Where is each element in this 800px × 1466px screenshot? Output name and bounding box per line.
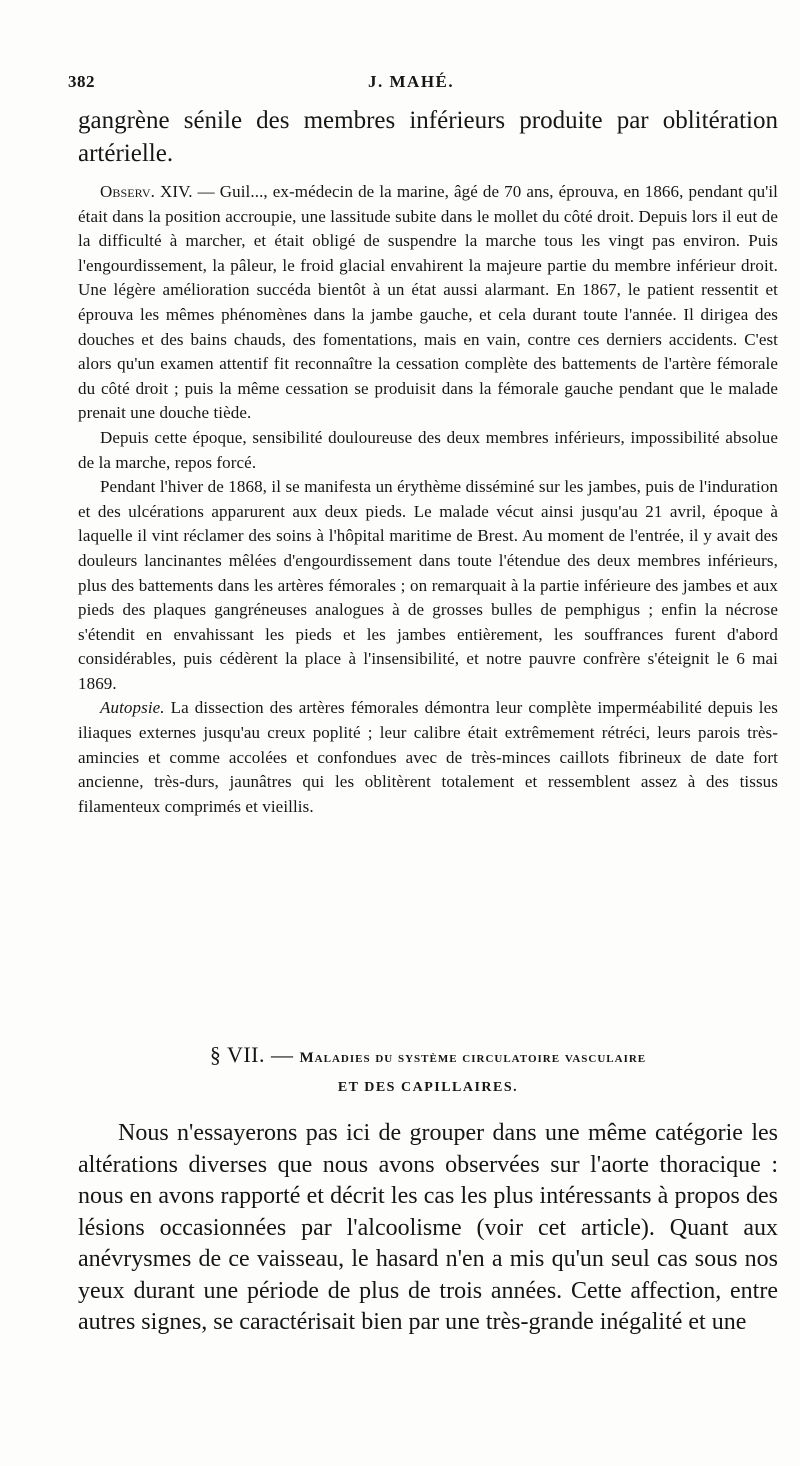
section-number: § VII. <box>209 1042 266 1067</box>
section-title-part-2: ET DES CAPILLAIRES. <box>337 1080 519 1095</box>
observation-paragraph-2: Depuis cette époque, sensibilité douloureuse des deux membres inférieurs, impossibilité absolue de la marche, repos forcé. <box>78 427 778 472</box>
section-title-part-1: Maladies du système circulatoire vasculaire <box>299 1050 647 1066</box>
page-header <box>68 72 780 96</box>
observation-text: — Guil..., ex-médecin de la marine, âgé de 70 ans, éprouva, en 1866, pendant qu'il était dans la position accroupie, une lassitude subite dans le mollet du côté droit. Depuis lors il eut de la difficulté à marcher, et était obligé de suspendre la marche tous les vingt pas environ. Puis l'engourdissement, la pâleur, le froid glacial envahirent la majeure partie du membre inférieur droit. Une légère amélioration succéda bientôt à un état aussi alarmant. En 1867, le patient ressentit et éprouva les mêmes phénomènes dans la jambe gauche, et cela durant toute l'année. Il dirigea des douches et des bains chauds, des fomentations, mais en vain, contre ces derniers accidents. C'est alors qu'un examen attentif fit reconnaître la cessation complète des battements de l'artère fémorale du côté droit ; puis la même cessation se produisit dans la fémorale gauche pendant que le malade prenait une douche tiède. <box>78 182 779 423</box>
autopsy-paragraph <box>78 696 778 819</box>
observation-paragraph <box>78 180 778 426</box>
body-text <box>78 104 778 819</box>
closing-paragraph: Nous n'essayerons pas ici de grouper dans une même catégorie les altérations diverses que nous avons observées sur l'aorte thoracique : nous en avons rapporté et décrit les cas les plus intéressants à propos des lésions occasionnées par l'alcoolisme (voir cet article). Quant aux anévrysmes de ce vaisseau, le hasard n'en a mis qu'un seul cas sous nos yeux durant une période de plus de trois années. Cette affection, entre autres signes, se caractérisait bien par une très-grande inégalité et une <box>78 1120 778 1335</box>
observation-paragraph-3: Pendant l'hiver de 1868, il se manifesta un érythème disséminé sur les jambes, puis de l'induration et des ulcérations apparurent aux deux pieds. Le malade vécut ainsi jusqu'au 21 avril, époque à laquelle il vint réclamer des soins à l'hôpital maritime de Brest. Au moment de l'entrée, il y avait des douleurs lancinantes mêlées d'engourdissement dans toute l'étendue des deux membres inférieurs, plus des battements dans les artères fémorales ; on remarquait à la partie inférieure des jambes et aux pieds des plaques gangréneuses analogues à de grosses bulles de pemphigus ; enfin la nécrose s'étendit en envahissant les pieds et les jambes entièrement, les souffrances furent d'abord considérables, puis cédèrent la place à l'insensibilité, et notre pauvre confrère s'éteignit le 6 mai 1869. <box>78 477 778 693</box>
section-dash: — <box>271 1042 294 1067</box>
section-heading-line-2 <box>78 1077 778 1099</box>
lead-paragraph: gangrène sénile des membres inférieurs produite par oblitération artérielle. <box>78 107 778 167</box>
section-heading <box>78 1040 778 1099</box>
autopsy-label: Autopsie. <box>100 698 165 718</box>
observation-label: Observ. XIV. <box>100 182 193 201</box>
page-number: 382 <box>68 72 95 91</box>
autopsy-text: La dissection des artères fémorales démontra leur complète imperméabilité depuis les iliaques externes jusqu'au creux poplité ; leur calibre était extrêmement rétréci, leurs parois très-amincies et comme accolées et confondues avec de très-minces caillots fibrineux de date fort ancienne, très-durs, jaunâtres qui les oblitèrent totalement et ressemblent assez à des tissus filamenteux comprimés et vieillis. <box>78 698 778 816</box>
running-head: J. MAHÉ. <box>368 72 455 91</box>
section-heading-line-1 <box>78 1040 778 1073</box>
